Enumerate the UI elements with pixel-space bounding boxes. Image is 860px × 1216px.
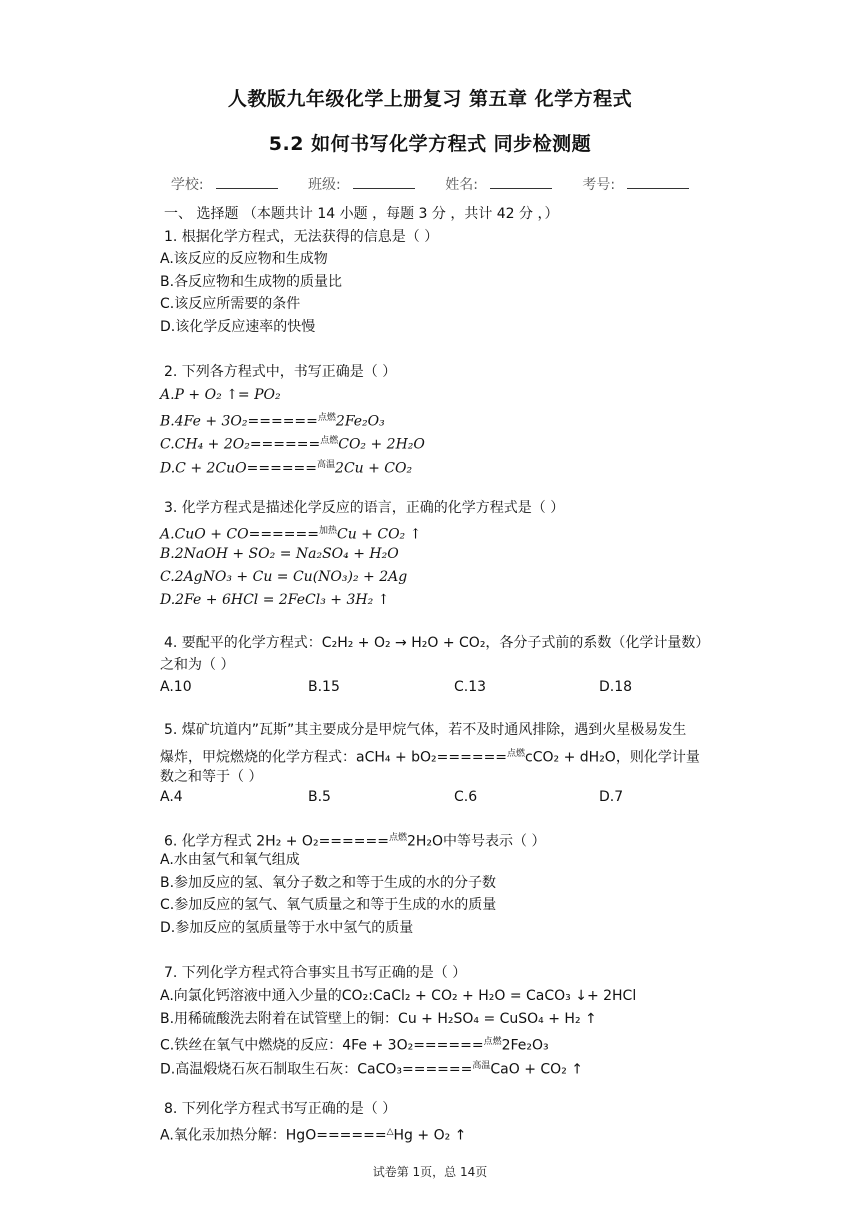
question-2-option-b: B.4Fe + 3O₂======$^{点燃}$2Fe₂O₃ xyxy=(160,413,385,430)
question-6-option-c: C.参加反应的氢气、氧气质量之和等于生成的水的质量 xyxy=(160,897,497,913)
name-blank xyxy=(490,176,552,189)
question-8-stem: 8. 下列化学方程式书写正确的是（ ） xyxy=(164,1101,397,1117)
question-5-stem-line3: 数之和等于（ ） xyxy=(160,769,263,785)
question-7-option-b: B.用稀硫酸洗去附着在试管壁上的铜：Cu + H₂SO₄ = CuSO₄ + H₂ ↑ xyxy=(160,1011,597,1027)
class-field: 班级: xyxy=(302,177,421,193)
question-4-stem-line1: 4. 要配平的化学方程式：C₂H₂ + O₂ → H₂O + CO₂，各分子式前的系数（化学计量数） xyxy=(164,635,710,651)
student-info-row xyxy=(0,174,860,194)
question-3-option-c: C.2AgNO₃ + Cu = Cu(NO₃)₂ + 2Ag xyxy=(160,569,408,585)
exam-no-field: 考号: xyxy=(576,177,695,193)
question-5-stem-line2: 爆炸，甲烷燃烧的化学方程式：aCH₄ + bO₂======$^{点燃}$cCO₂ + dH₂O，则化学计量 xyxy=(160,749,700,766)
page-subtitle: 5.2 如何书写化学方程式 同步检测题 xyxy=(268,133,592,155)
class-blank xyxy=(353,176,415,189)
question-1-option-a: A.该反应的反应物和生成物 xyxy=(160,251,328,267)
question-1-option-d: D.该化学反应速率的快慢 xyxy=(160,319,316,335)
question-6-option-b: B.参加反应的氢、氧分子数之和等于生成的水的分子数 xyxy=(160,875,497,891)
question-6-stem: 6. 化学方程式 2H₂ + O₂======$^{点燃}$2H₂O中等号表示（ ） xyxy=(164,833,546,850)
question-2-option-a: A.P + O₂ ↑= PO₂ xyxy=(160,387,281,403)
question-5-option-c: C.6 xyxy=(454,789,478,805)
question-7-stem: 7. 下列化学方程式符合事实且书写正确的是（ ） xyxy=(164,965,467,981)
school-blank xyxy=(216,176,278,189)
question-4-option-c: C.13 xyxy=(454,679,487,695)
question-2-stem: 2. 下列各方程式中，书写正确是（ ） xyxy=(164,364,397,380)
name-field: 姓名: xyxy=(439,177,558,193)
question-3-option-d: D.2Fe + 6HCl = 2FeCl₃ + 3H₂ ↑ xyxy=(160,592,390,608)
question-3-option-a: A.CuO + CO======$^{加热}$Cu + CO₂ ↑ xyxy=(160,526,422,543)
question-4-option-a: A.10 xyxy=(160,679,192,695)
question-7-option-c: C.铁丝在氧气中燃烧的反应：4Fe + 3O₂======$^{点燃}$2Fe₂O₃ xyxy=(160,1037,549,1054)
question-6-option-d: D.参加反应的氢质量等于水中氢气的质量 xyxy=(160,920,414,936)
question-5-option-d: D.7 xyxy=(599,789,624,805)
page-title: 人教版九年级化学上册复习 第五章 化学方程式 xyxy=(227,88,633,110)
question-6-option-a: A.水由氢气和氧气组成 xyxy=(160,852,300,868)
question-1-option-c: C.该反应所需要的条件 xyxy=(160,296,301,312)
question-7-option-a: A.向氯化钙溶液中通入少量的CO₂:CaCl₂ + CO₂ + H₂O = CaCO₃ ↓+ 2HCl xyxy=(160,988,637,1004)
question-5-option-a: A.4 xyxy=(160,789,183,805)
page-footer: 试卷第 1页，总 14页 xyxy=(372,1165,488,1179)
question-5-stem-line1: 5. 煤矿坑道内”瓦斯”其主要成分是甲烷气体，若不及时通风排除，遇到火星极易发生 xyxy=(164,722,687,738)
section-heading: 一、 选择题 （本题共计 14 小题 ，每题 3 分 ，共计 42 分 ，） xyxy=(164,206,559,222)
question-2-option-c: C.CH₄ + 2O₂======$^{点燃}$CO₂ + 2H₂O xyxy=(160,436,425,453)
question-4-stem-line2: 之和为（ ） xyxy=(160,657,235,673)
question-3-stem: 3. 化学方程式是描述化学反应的语言，正确的化学方程式是（ ） xyxy=(164,500,565,516)
question-5-option-b: B.5 xyxy=(308,789,331,805)
question-1-stem: 1. 根据化学方程式，无法获得的信息是（ ） xyxy=(164,229,439,245)
question-4-option-d: D.18 xyxy=(599,679,633,695)
question-1-option-b: B.各反应物和生成物的质量比 xyxy=(160,274,343,290)
question-8-option-a: A.氧化汞加热分解：HgO======△Hg + O₂ ↑ xyxy=(160,1127,467,1144)
question-2-option-d: D.C + 2CuO======$^{高温}$2Cu + CO₂ xyxy=(160,460,413,477)
question-7-option-d: D.高温煅烧石灰石制取生石灰：CaCO₃======$^{高温}$CaO + CO₂ ↑ xyxy=(160,1061,583,1078)
exam-no-blank xyxy=(627,176,689,189)
question-3-option-b: B.2NaOH + SO₂ = Na₂SO₄ + H₂O xyxy=(160,546,399,562)
school-field: 学校: xyxy=(165,177,284,193)
question-4-option-b: B.15 xyxy=(308,679,340,695)
